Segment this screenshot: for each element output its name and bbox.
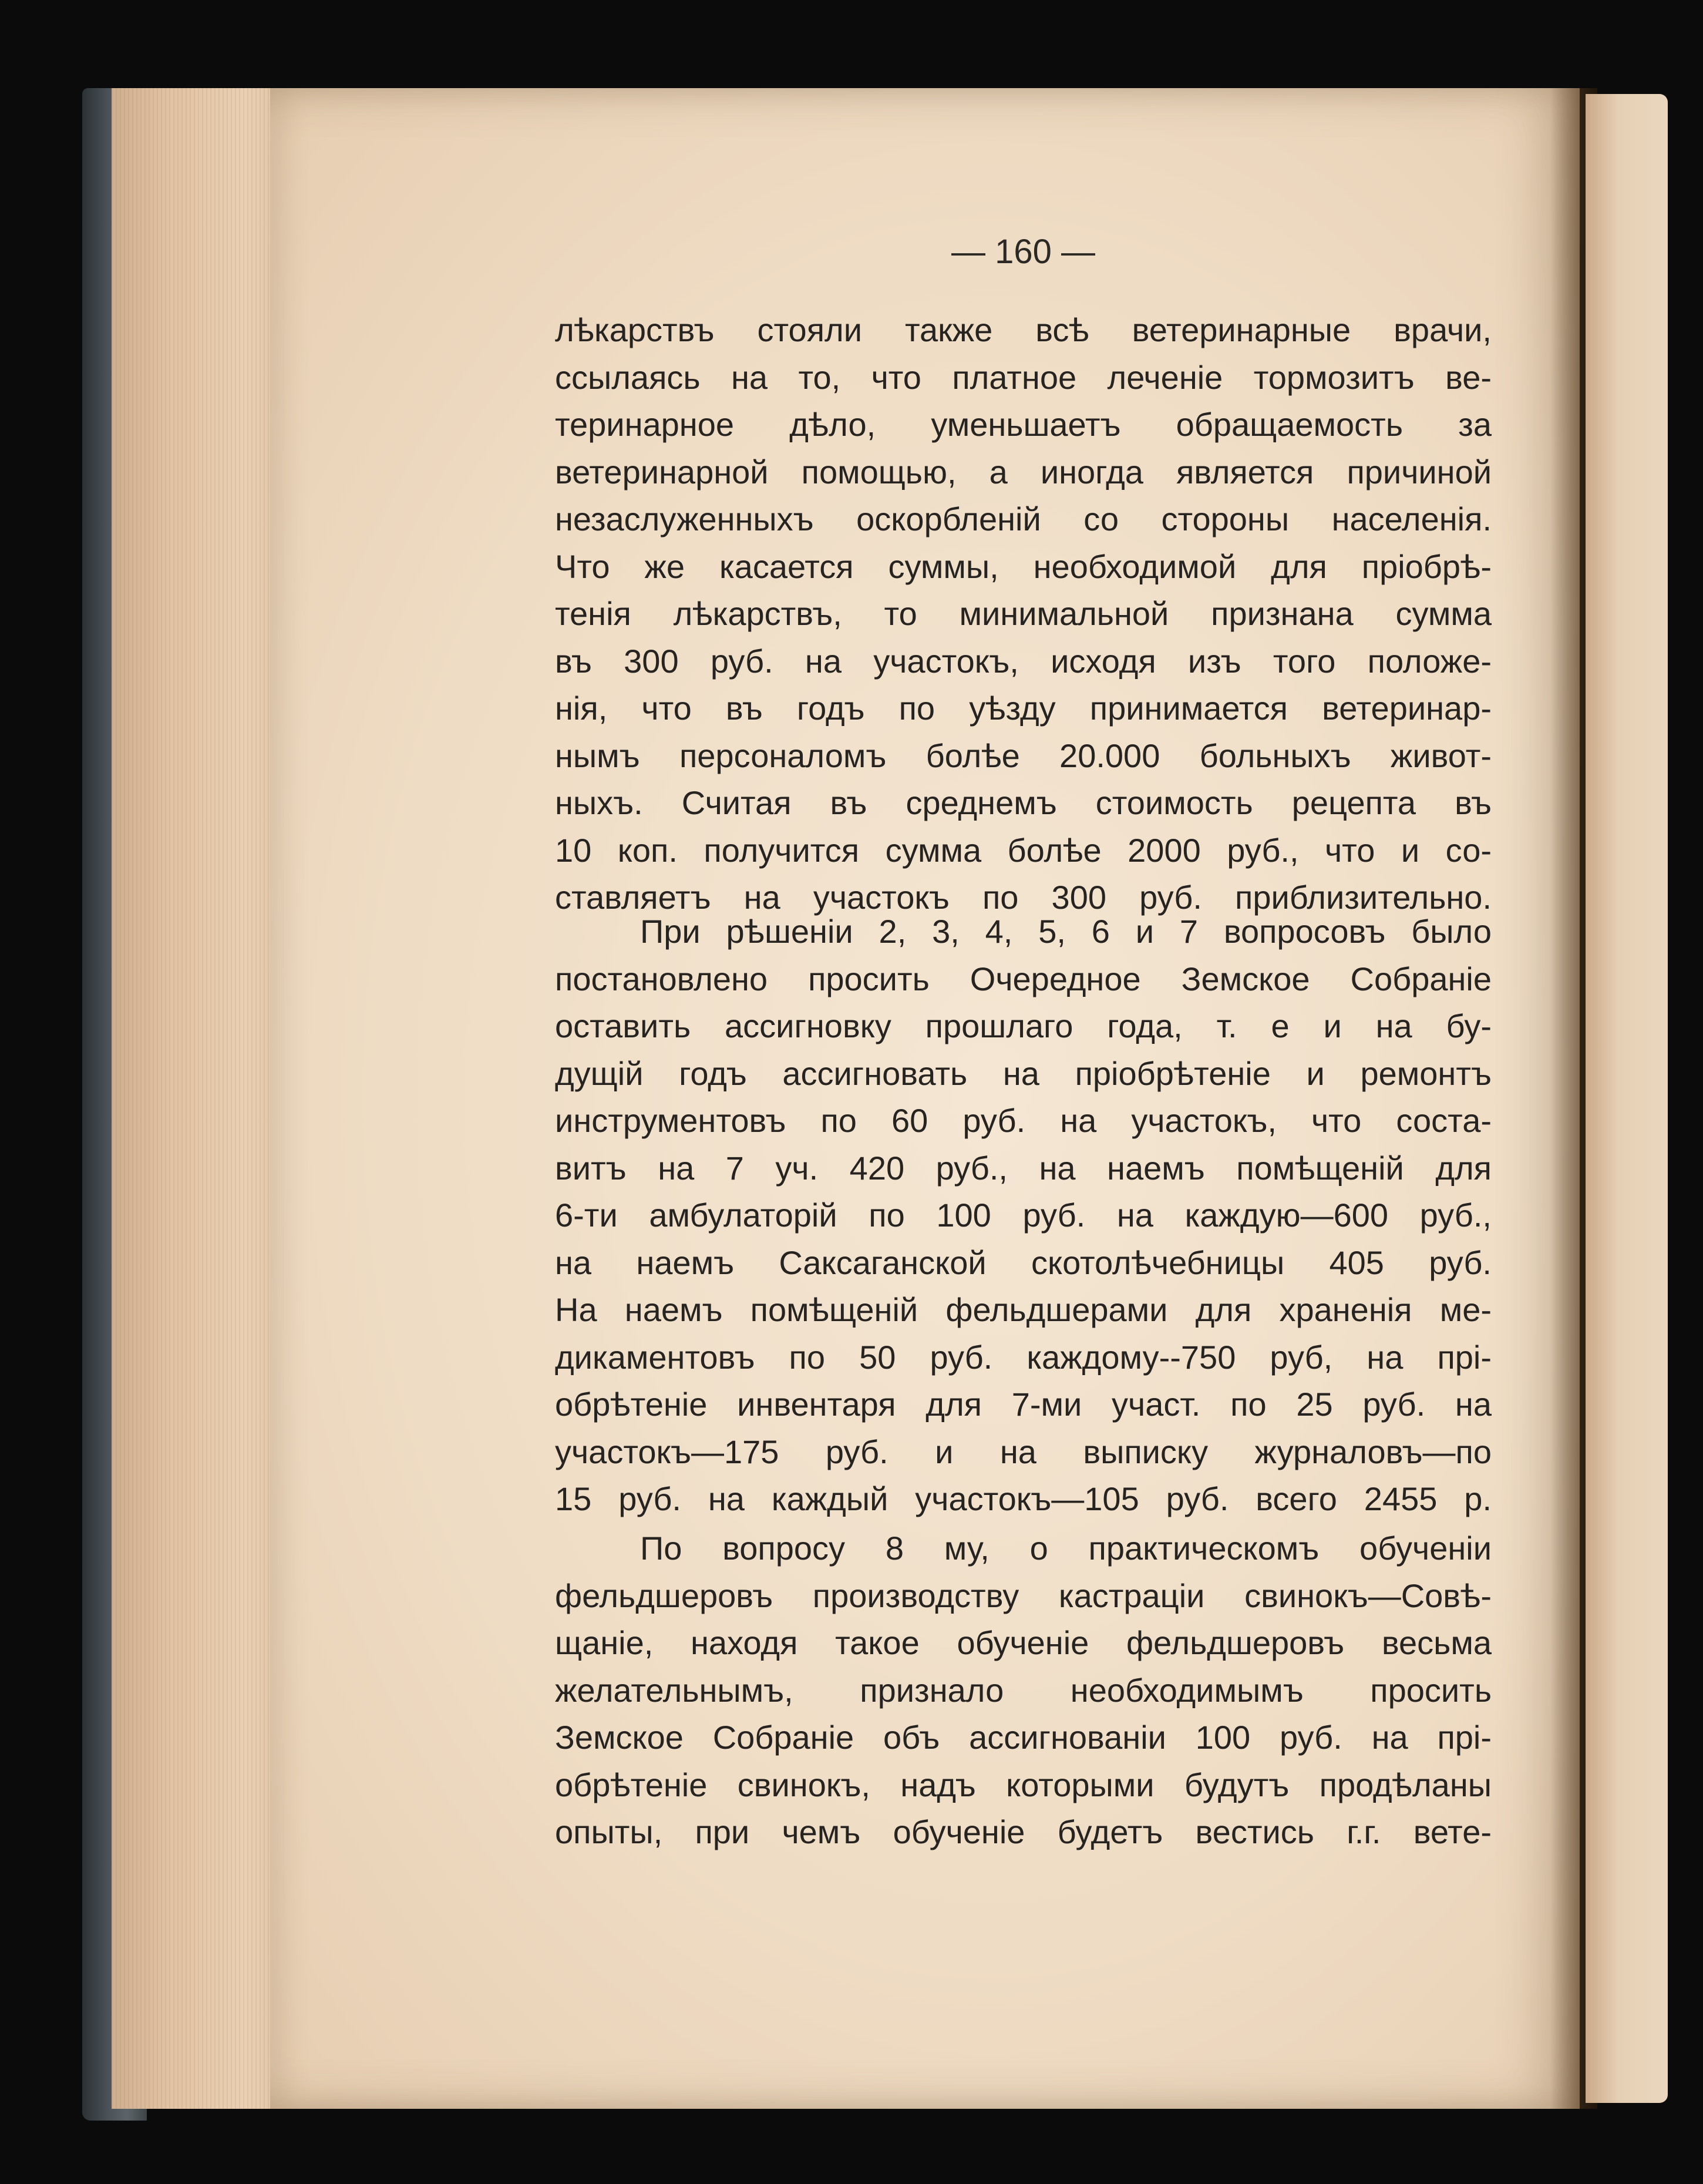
text-line: ссылаясь на то, что платное леченіе тормозитъ ве- [555,358,1492,396]
text-line: въ 300 руб. на участокъ, исходя изъ того положе- [555,642,1492,680]
text-line: ставляетъ на участокъ по 300 руб. приблизительно. [555,879,1492,916]
text-line: тенія лѣкарствъ, то минимальной признана сумма [555,595,1492,632]
text-line: на наемъ Саксаганской скотолѣчебницы 405 руб. [555,1244,1492,1281]
text-line: По вопросу 8 му, о практическомъ обученіи [640,1530,1492,1567]
text-line: Земское Собраніе объ ассигнованіи 100 руб. на прі- [555,1719,1492,1756]
text-line: нія, что въ годъ по уѣзду принимается ветеринар- [555,690,1492,727]
text-line: ветеринарной помощью, а иногда является причиной [555,453,1492,490]
text-line: витъ на 7 уч. 420 руб., на наемъ помѣщеній для [555,1149,1492,1187]
text-line: незаслуженныхъ оскорбленій со стороны населенія. [555,500,1492,537]
text-line: нымъ персоналомъ болѣе 20.000 больныхъ живот- [555,737,1492,774]
text-line: 10 коп. получится сумма болѣе 2000 руб., что и со- [555,831,1492,869]
text-line: постановлено просить Очередное Земское Собраніе [555,960,1492,997]
text-line: желательнымъ, признало необходимымъ просить [555,1671,1492,1709]
paragraph-1 [555,307,1492,922]
text-line: обрѣтеніе инвентаря для 7-ми участ. по 25 руб. на [555,1386,1492,1423]
page-number: — 160 — [951,233,1095,271]
text-line: опыты, при чемъ обученіе будетъ вестись г.г. вете- [555,1813,1492,1850]
text-line: 6-ти амбулаторій по 100 руб. на каждую—600 руб., [555,1197,1492,1234]
text-line: инструментовъ по 60 руб. на участокъ, что соста- [555,1102,1492,1139]
text-line: 15 руб. на каждый участокъ—105 руб. всего 2455 р. [555,1480,1492,1517]
text-line: теринарное дѣло, уменьшаетъ обращаемость за [555,406,1492,443]
next-page-edge [1586,94,1668,2103]
text-line: участокъ—175 руб. и на выписку журналовъ—по [555,1433,1492,1470]
text-line: дущій годъ ассигновать на пріобрѣтеніе и ремонтъ [555,1054,1492,1092]
text-line: обрѣтеніе свинокъ, надъ которыми будутъ продѣланы [555,1766,1492,1803]
text-line: фельдшеровъ производству кастраціи свинокъ—Совѣ- [555,1577,1492,1614]
text-line: лѣкарствъ стояли также всѣ ветеринарные врачи, [555,311,1492,348]
paragraph-2 [555,908,1492,1523]
text-line: При рѣшеніи 2, 3, 4, 5, 6 и 7 вопросовъ было [640,913,1492,950]
paragraph-3 [555,1525,1492,1856]
text-line: ныхъ. Считая въ среднемъ стоимость рецепта въ [555,784,1492,821]
text-line: Что же касается суммы, необходимой для пріобрѣ- [555,547,1492,585]
text-line: щаніе, находя такое обученіе фельдшеровъ весьма [555,1624,1492,1661]
text-line: На наемъ помѣщеній фельдшерами для храненія ме- [555,1291,1492,1328]
text-line: оставить ассигновку прошлаго года, т. е и на бу- [555,1007,1492,1044]
text-line: дикаментовъ по 50 руб. каждому--750 руб, на прі- [555,1338,1492,1376]
